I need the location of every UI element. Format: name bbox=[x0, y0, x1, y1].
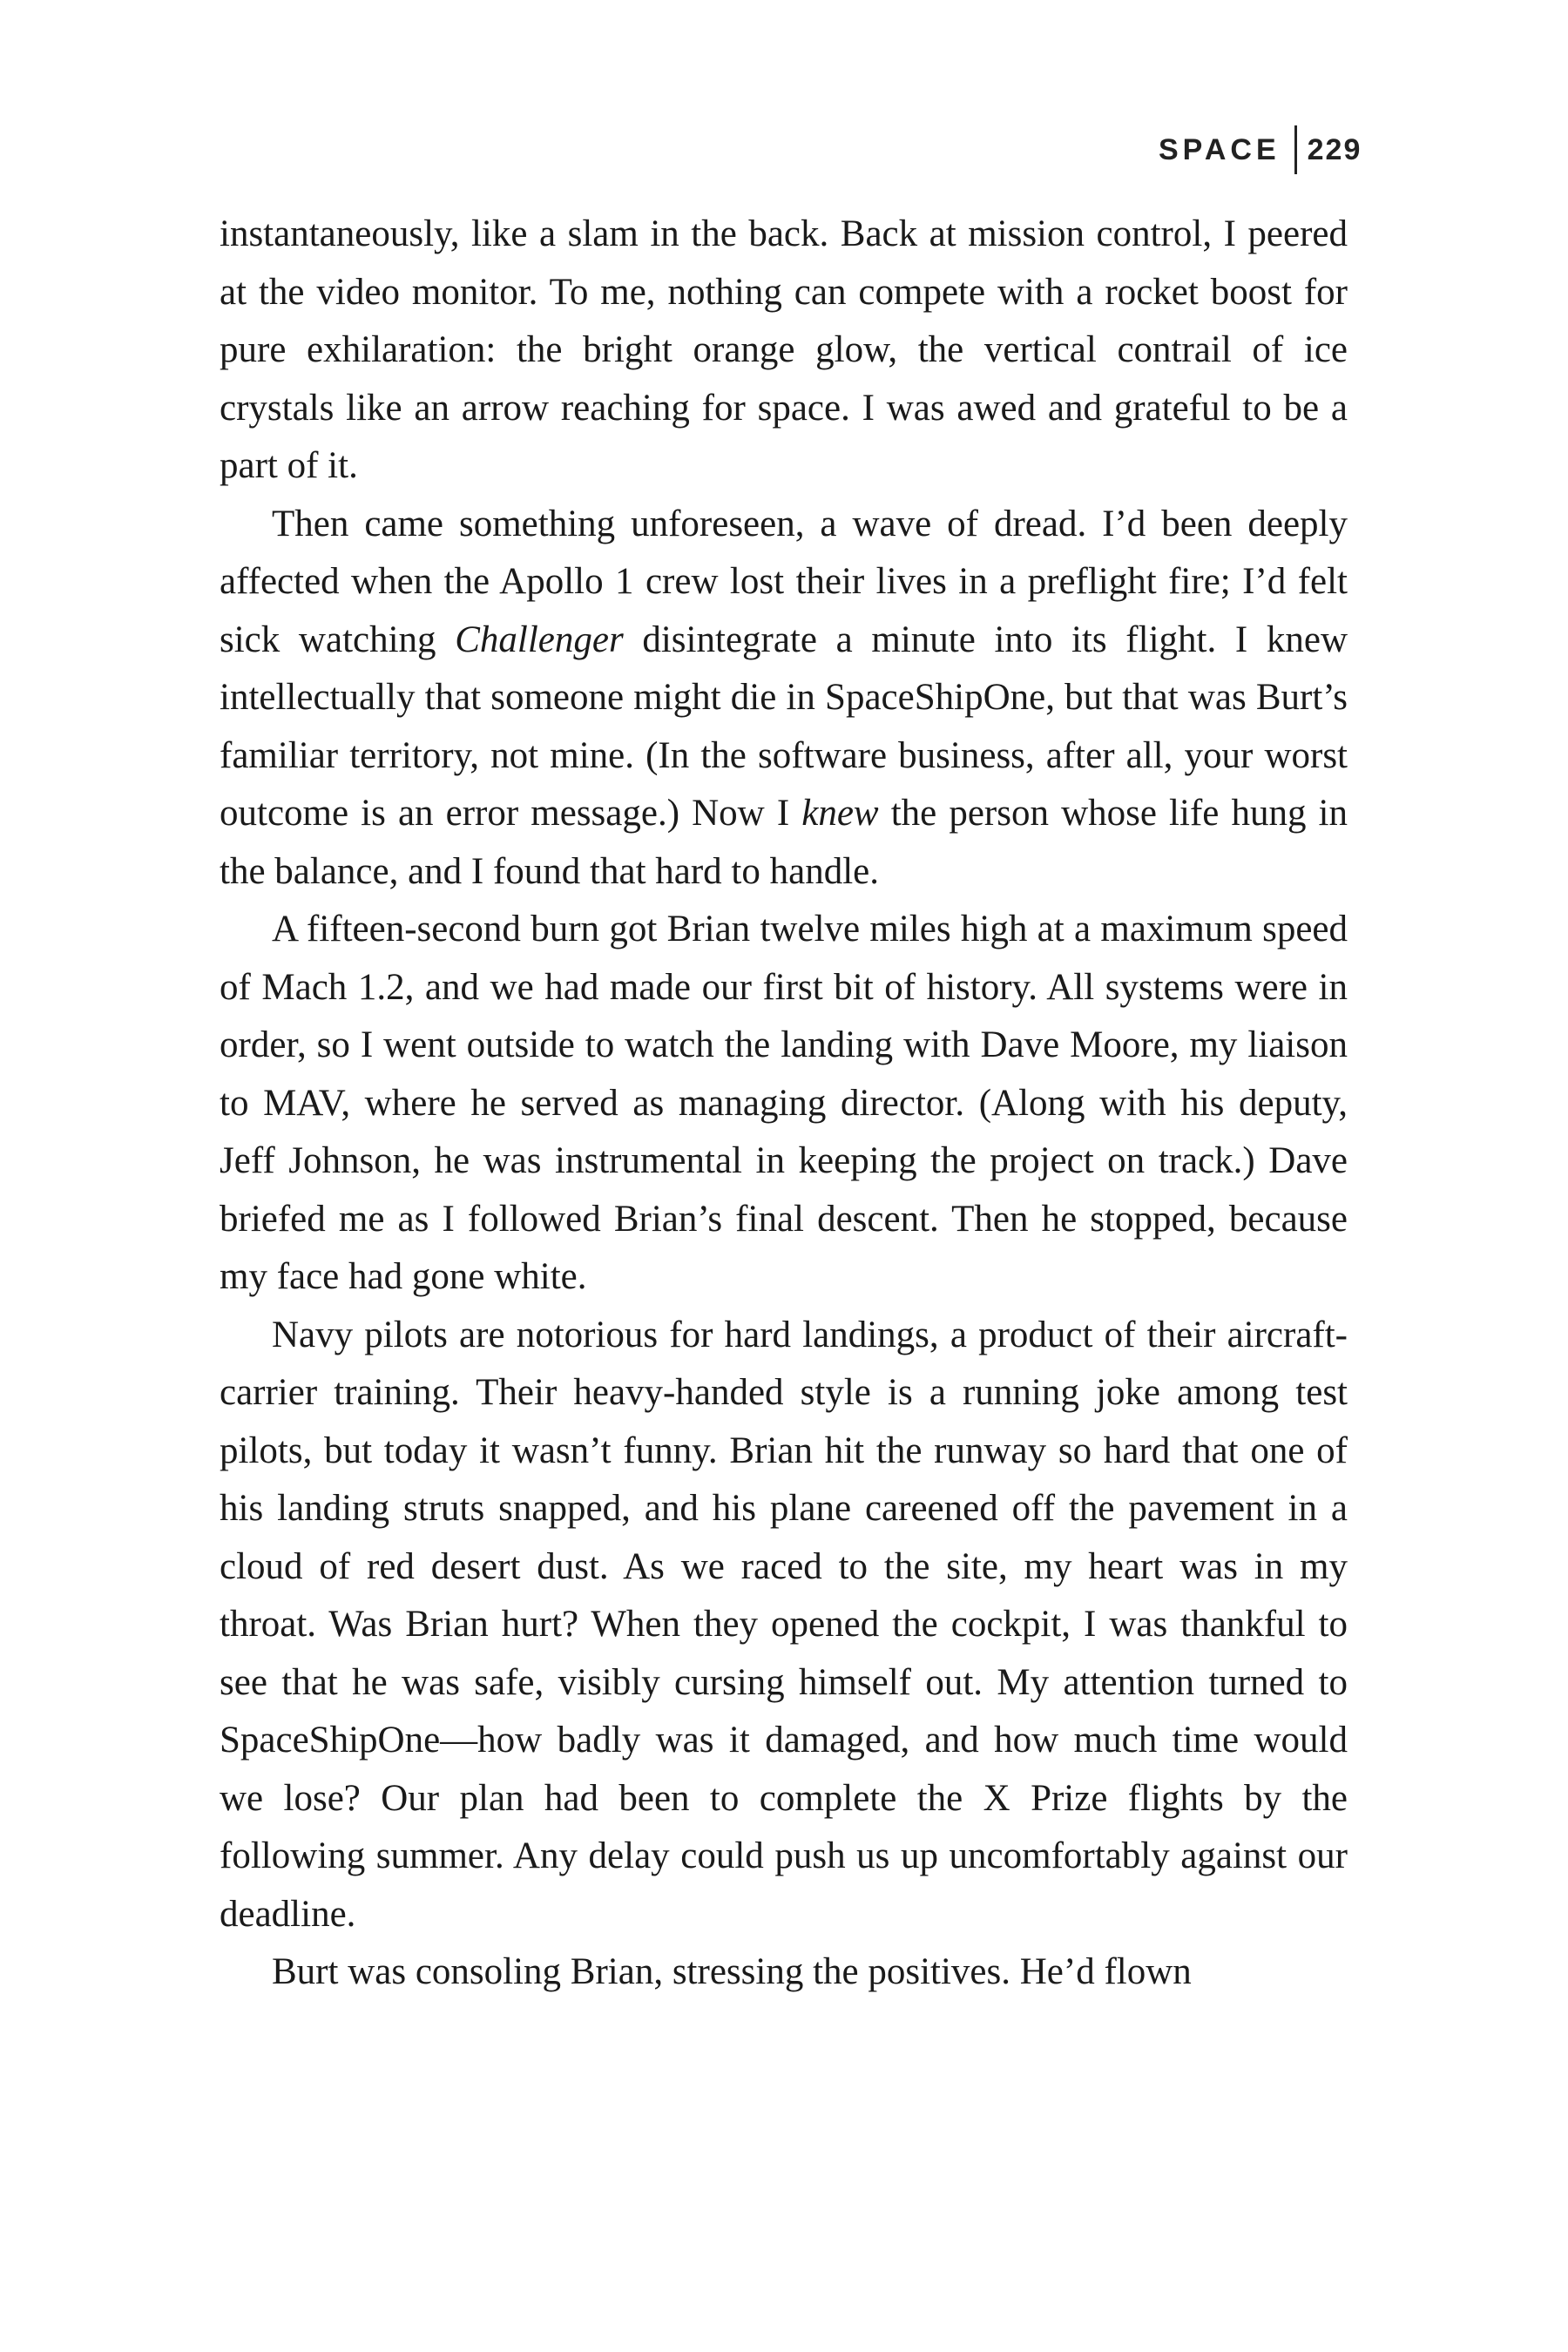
running-head bbox=[1159, 125, 1362, 174]
text-run: disintegrate a minute into its flight. I knew intellectually that someone might die in SpaceShipOne, but that was Burt’s familiar territory, not mine. (In the software business, after all, your worst outcome is an error message.) Now I bbox=[220, 618, 1348, 834]
paragraph bbox=[220, 1307, 1348, 1944]
paragraph bbox=[220, 496, 1348, 902]
paragraph bbox=[220, 1943, 1348, 2002]
paragraph bbox=[220, 901, 1348, 1307]
italic-text: knew bbox=[801, 793, 879, 834]
header-divider bbox=[1294, 125, 1297, 174]
section-title: SPACE bbox=[1159, 132, 1281, 166]
paragraph bbox=[220, 206, 1348, 496]
italic-text: Challenger bbox=[455, 618, 624, 660]
text-run: instantaneously, like a slam in the back. Back at mission control, I peered at the video monitor. To me, nothing can compete with a rocket boost for pure exhilaration: the bright orange glow, the vertical contrail of ice crystals like an arrow reaching for space. I was awed and grateful to be a part of it. bbox=[220, 213, 1348, 486]
text-run: Navy pilots are notorious for hard landings, a product of their aircraft-carrier training. Their heavy-handed style is a running joke among test pilots, but today it wasn’t funny. Brian hit the runway so hard that one of his landing struts snapped, and his plane careened off the pavement in a cloud of red desert dust. As we raced to the site, my heart was in my throat. Was Brian hurt? When they opened the cockpit, I was thankful to see that he was safe, visibly cursing himself out. My attention turned to SpaceShipOne—how badly was it damaged, and how much time would we lose? Our plan had been to complete the X Prize flights by the following summer. Any delay could push us up uncomfortably against our deadline. bbox=[220, 1314, 1348, 1935]
text-run: A fifteen-second burn got Brian twelve miles high at a maximum speed of Mach 1.2, and we had made our first bit of history. All systems were in order, so I went outside to watch the landing with Dave Moore, my liaison to MAV, where he served as managing director. (Along with his deputy, Jeff Johnson, he was instrumental in keeping the project on track.) Dave briefed me as I followed Brian’s final descent. Then he stopped, because my face had gone white. bbox=[220, 909, 1348, 1297]
page-number: 229 bbox=[1307, 132, 1362, 166]
body-text bbox=[220, 206, 1348, 2002]
text-run: Burt was consoling Brian, stressing the positives. He’d flown bbox=[272, 1951, 1192, 1992]
text-run: Then came something unforeseen, a wave of dread. I’d been deeply affected when the Apollo 1 crew lost their lives in a preflight fire; I’d felt sick watching bbox=[220, 503, 1348, 660]
text-run: the person whose life hung in the balance, and I found that hard to handle. bbox=[220, 793, 1348, 892]
